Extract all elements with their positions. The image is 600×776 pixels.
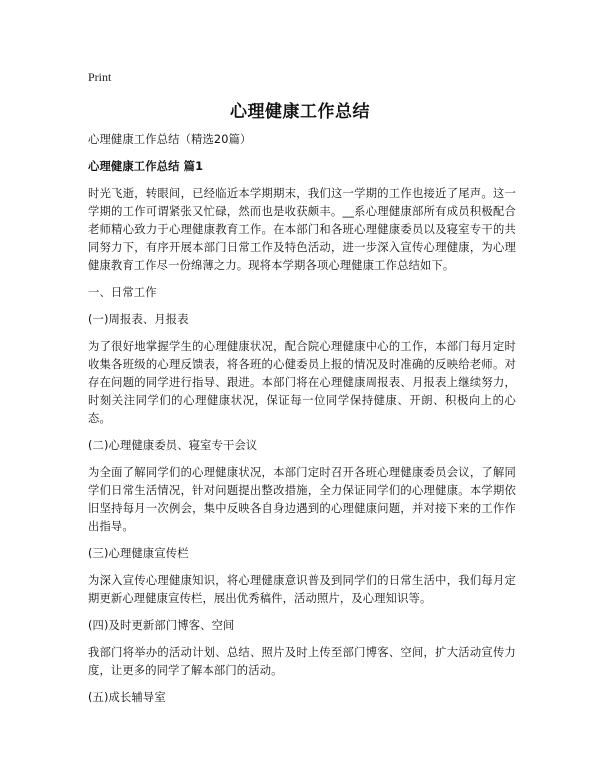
committee-meeting-paragraph: 为全面了解同学们的心理健康状况，本部门定时召开各班心理健康委员会议，了解同学们日常生活情况，针对问题提出整改措施，全力保证同学们的心理健康。本学期依旧坚持每月一次例会，集中反映各自身边遇到的心理健康问题，并对接下来的工作作出指导。 bbox=[88, 466, 516, 533]
document-subtitle: 心理健康工作总结（精选20篇） bbox=[88, 133, 252, 146]
counseling-room-heading: (五)成长辅导室 bbox=[88, 691, 166, 704]
weekly-monthly-report-heading: (一)周报表、月报表 bbox=[88, 313, 189, 326]
section-heading: 心理健康工作总结 篇1 bbox=[88, 160, 204, 173]
weekly-monthly-report-paragraph: 为了很好地掌握学生的心理健康状况，配合院心理健康中心的工作，本部门每月定时收集各班级的心理反馈表，将各班的心健委员上报的情况及时准确的反映给老师。对存在问题的同学进行指导、跟进。本部门将在心理健康周报表、月报表上继续努力，时刻关注同学们的心理健康状况，保证每一位同学保持健康、开朗、积极向上的心态。 bbox=[88, 340, 516, 425]
page-title: 心理健康工作总结 bbox=[230, 102, 370, 122]
blog-update-paragraph: 我部门将举办的活动计划、总结、照片及时上传至部门博客、空间，扩大活动宣传力度，让更多的同学了解本部门的活动。 bbox=[88, 646, 516, 677]
intro-paragraph: 时光飞逝，转眼间，已经临近本学期期末，我们这一学期的工作也接近了尾声。这一学期的工作可谓紧张又忙碌，然而也是收获颇丰。__系心理健康部所有成员积极配合老师精心致力于心理健康教育工作。在本部门和各班心理健康委员以及寝室专干的共同努力下，有序开展本部门日常工作及特色活动，进一步深入宣传心理健康，为心理健康教育工作尽一份绵薄之力。现将本学期各项心理健康工作总结如下。 bbox=[88, 187, 516, 272]
bulletin-board-heading: (三)心理健康宣传栏 bbox=[88, 547, 189, 560]
routine-work-heading: 一、日常工作 bbox=[88, 286, 157, 299]
print-label[interactable]: Print bbox=[88, 70, 112, 84]
document-body bbox=[88, 131, 516, 716]
committee-meeting-heading: (二)心理健康委员、寝室专干会议 bbox=[88, 439, 258, 452]
blog-update-heading: (四)及时更新部门博客、空间 bbox=[88, 619, 235, 632]
bulletin-board-paragraph: 为深入宣传心理健康知识，将心理健康意识普及到同学们的日常生活中，我们每月定期更新心理健康宣传栏，展出优秀稿件，活动照片，及心理知识等。 bbox=[88, 574, 516, 605]
